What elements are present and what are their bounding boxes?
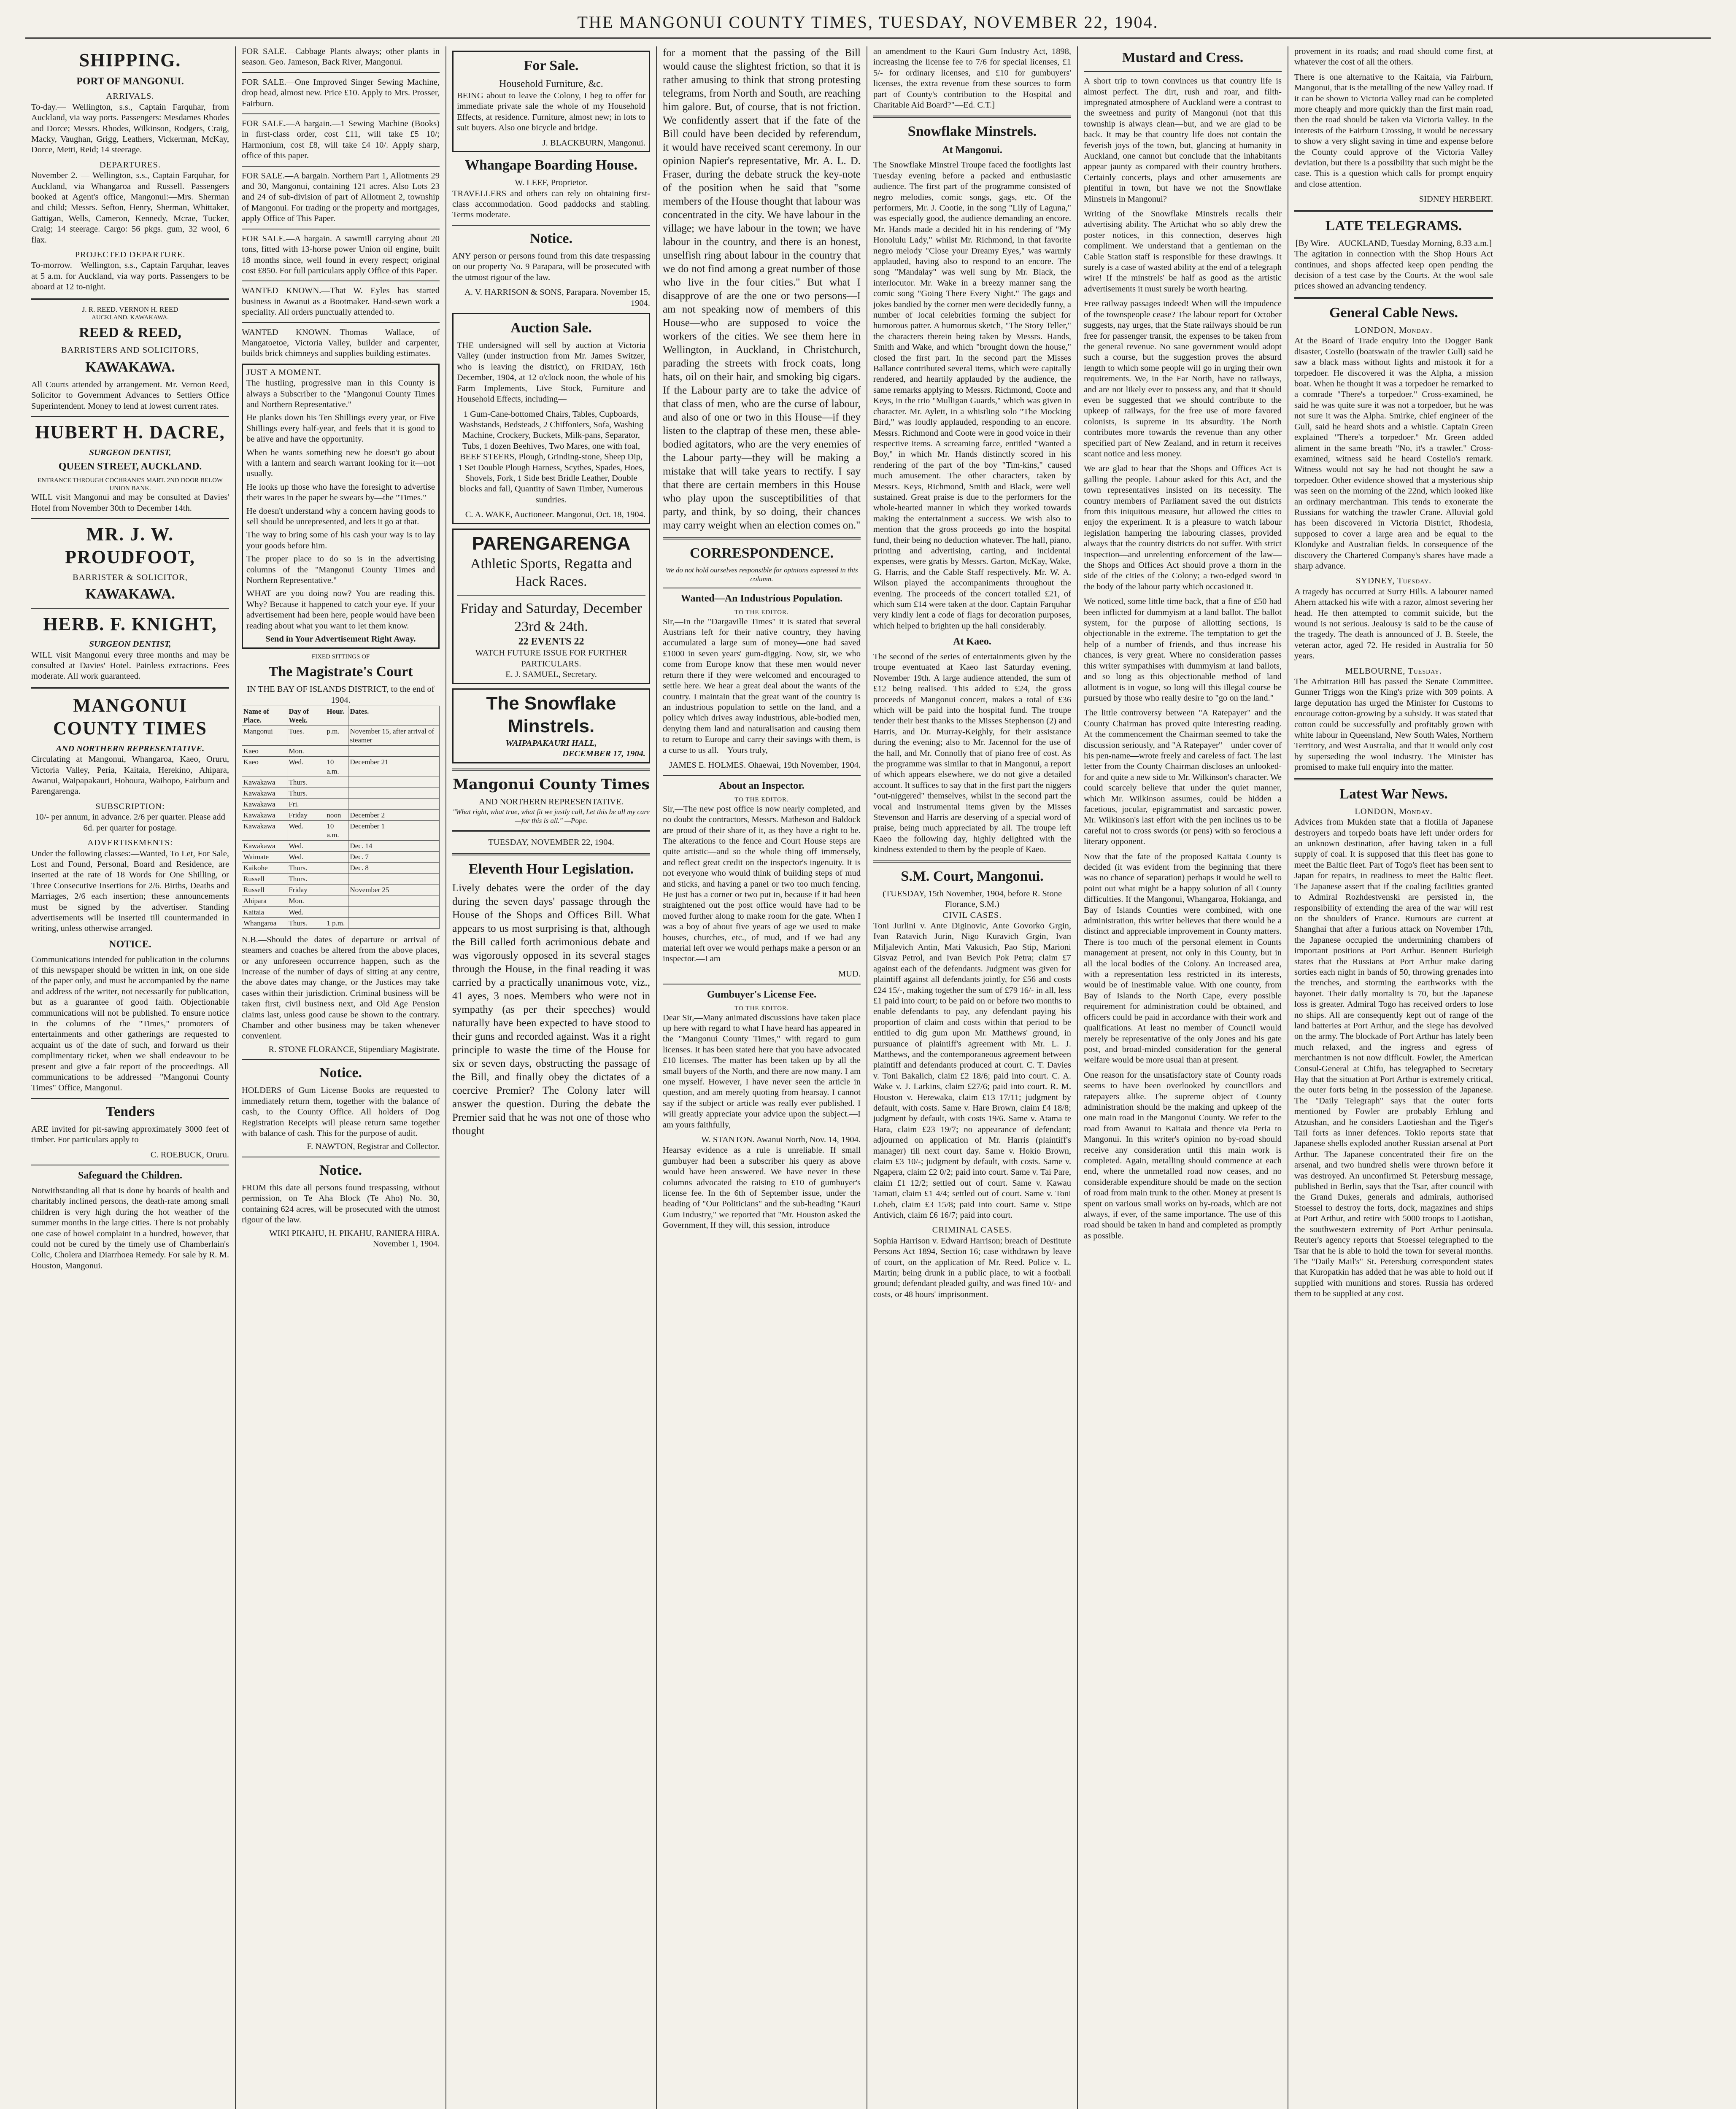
kaeo-body: The second of the series of entertainments given by the troupe eventuated at Kaeo last Saturday evening, November 19th. A large audience attended, the sum of £12 being realised. This added to £24, the gross proceeds of Mangonui concert, makes a total of £36 which will be paid into the hospital fund. The troupe tender their best thanks to the Misses Stephenson (2) and Harris, and Dr. Murray-Keighly, for their assistance during the evening; also to Mr. Jacennol for the use of the hall, and Mr. Connolly that of piano free of cost. As the programme was similar to that in Mangonui, a report of which appears elsewhere, we do not give a detailed account. It suffices to say that in the first part the niggers "out-niggered" themselves, whilst in the second part the vocal and instrumental items given by the Misses Stevenson and Harris are deserving of a special word of praise, being much appreciated by all. The troupe left Kaeo the following day, highly delighted with the kindness extended to them by the people of Kaeo. <box>873 652 1071 855</box>
letter-sign: W. STANTON. Awanui North, Nov. 14, 1904. <box>701 1135 861 1144</box>
table-cell <box>325 852 348 863</box>
knight-title: HERB. F. KNIGHT, <box>43 613 217 634</box>
table-cell: Friday <box>287 809 325 820</box>
mustard-text: One reason for the unsatisfactory state of County roads seems to have been overlooked by councillors and ratepayers alike. The supreme object of County administration should be the making and upkeep of the one main road in the Mangonui County. We refer to the road from Awanui to Kaitaia and thence via Peria to Mangonui. In this writer's opinion no by-road should receive any consideration until this main work is completed. Again, metalling should commence at each end, where the unmetalled road now ceases, and no considerable expenditure should be made on the section of road from main trunk to the other. Money at present is spent on various small works on by-roads, which are not always, if ever, of the same importance. The use of this road should be taken in hand and completed as promptly as possible. <box>1084 1070 1282 1241</box>
cable-body: At the Board of Trade enquiry into the Dogger Bank disaster, Costello (boatswain of the trawler Gull) said he saw a black mass without lights and mistook it for a torpedoer. He discovered it was the Alpha, a mission boat. When he thought it was a torpedoer he remarked to a comrade "There's a torpedoer." Cross-examined, he said he was quite sure it was not a torpedoer, but he was not sure it was the Alpha. Smirke, chief engineer of the Gull, said he heard shots and a whistle. Captain Green explained "There's a torpedoer." Mr. Green added aliment in the same breath "No, it's a trawler." Cross-examined, witness said he heard Costello's remark. Witness would not say he had not thought he saw a torpedoer. Other evidence showed that a mysterious ship was seen on the morning of the 22nd, which looked like an ordinary merchantman. This tends to exonerate the Russians for watching the trawler Crane. Alluvial gold has been discovered in Victoria District, Rhodesia, supposed to cover a large area and be equal to the Klondyke and Australian fields. In consequence of the discovery the Chartered Company's shares have made a sharp advance. <box>1294 336 1493 571</box>
table-header-cell: Name of Place. <box>242 706 287 726</box>
letter-heading: Gumbuyer's License Fee. <box>707 989 817 1001</box>
table-cell: Thurs. <box>287 788 325 798</box>
table-cell <box>348 917 440 928</box>
reed-places: AUCKLAND. KAWAKAWA. <box>92 314 169 321</box>
table-cell: Mon. <box>287 746 325 757</box>
notice-body: ANY person or persons found from this date trespassing on our property No. 9 Parapara, will be prosecuted with the utmost rigour of the law. <box>452 251 650 282</box>
for-sale-sign: J. BLACKBURN, Mangonui. <box>542 138 645 148</box>
court-date: (TUESDAY, 15th November, 1904, before R. Stone Florance, S.M.) <box>882 889 1062 909</box>
correspondence-note: We do not hold ourselves responsible for opinions expressed in this column. <box>665 566 858 583</box>
notice-heading: NOTICE. <box>109 939 151 950</box>
late-telegrams-body: The agitation in connection with the Shop Hours Act continues, and shops affected keep open pending the decision of a test case by the Courts. At the wool sale prices showed an advancing tendency. <box>1294 249 1493 291</box>
arrivals-text: To-day.— Wellington, s.s., Captain Farquhar, from Auckland, via way ports. Passengers: Mesdames Rhodes and Dorce; Messrs. Rhodes, Wilkinson, Rodgers, Craig, Macky, Vaughan, Grigg, Leathers, Vickerman, McKay, Dorce, Metti, Reid; 14 steerage. <box>31 102 229 155</box>
letter-heading: About an Inspector. <box>719 780 805 792</box>
kaeo-heading: At Kaeo. <box>953 636 991 647</box>
table-cell: December 2 <box>348 809 440 820</box>
editor-note-continued: an amendment to the Kauri Gum Industry Act, 1898, increasing the license fee to 7/6 for special licenses, £1 5/- for ordinary licenses, and £10 for gumbuyers' licenses, the extra revenue from these sources to form part of County's contribution to the Hospital and Charitable Aid Board?"—Ed. C.T.] <box>873 47 1071 110</box>
war-news-heading: Latest War News. <box>1339 786 1448 802</box>
knight-body: WILL visit Mangonui every three months and may be consulted at Davies' Hotel. Painless extractions. Fees moderate. All work guaranteed. <box>31 650 229 681</box>
table-cell: Wed. <box>287 757 325 777</box>
proudfoot-title: MR. J. W. PROUDFOOT, <box>65 523 195 568</box>
table-cell: Wed. <box>287 841 325 852</box>
for-sale-ad: FOR SALE.—A bargain. A sawmill carrying about 20 tons, fitted with 13-horse power Union oil engine, built 18 months since, well found in every respect; original cost £850. For full particulars apply Office of this Paper. <box>242 234 440 275</box>
reed-town: KAWAKAWA. <box>85 359 175 375</box>
civil-heading: CIVIL CASES. <box>942 910 1002 920</box>
table-cell: Kawakawa <box>242 777 287 788</box>
parengarenga-heading: PARENGARENGA <box>472 533 631 554</box>
late-telegrams-sub: [By Wire.—AUCKLAND, Tuesday Morning, 8.33 a.m.] <box>1295 238 1492 248</box>
auction-heading: Auction Sale. <box>510 320 592 336</box>
table-cell <box>325 798 348 809</box>
war-body: Advices from Mukden state that a flotilla of Japanese destroyers and torpedo boats have left under orders for an unknown destination, after having taken in a full supply of coal. It is supposed that this fleet has gone to meet the Baltic fleet. Part of Togo's fleet has been sent to Japan for repairs, in readiness to meet the Baltic fleet. The Japanese assert that if the coaling facilities granted to Admiral Rozhdestvenski are persisted in, the responsibility of extending the area of the war will rest on the shoulders of France. Rumours are current at Shanghai that after a furious attack on November 17th, the Japanese occupied the undermining chambers of important positions at Port Arthur. Bennett Burleigh states that the Russians at Port Arthur make daring sorties each night in bands of 50, throwing grenades into the trenches, and storming the earthworks with the bayonet. Their daily mortality is 70, but the Japanese loss is greater. Admiral Togo has received orders to lose no ships. All are consequently kept out of range of the land batteries at Port Arthur, and the siege has devolved on the army. The blockade of Port Arthur has lately been much relaxed, and the ingress and egress of merchantmen is not now difficult. Fowler, the American Consul-General at Chifu, has telegraphed to Secretary Hay that the situation at Port Arthur is extremely critical, the outer forts being in the possession of the Japanese. The "Daily Telegraph" says that the outer forts mentioned by Fowler are probably Erhlung and Atzushan, and he considers Laotieshan and the Tiger's Tail forts as inner defences. Tokio reports state that Japanese shells exploded another Russian arsenal at Port Arthur. The Japanese concentrated their fire on the arsenal, and two hundred shells were thrown before it was destroyed. An unconfirmed St. Petersburg message, published in Berlin, says that the Tsar, after council with the Grand Dukes, generals and admirals, authorised Stoessel to destroy the forts, dock, magazines and ships at Port Arthur, and retire with 5000 troops to Laotishan, the southwestern extremity of Port Arthur peninsula. Reuter's agency reports that Stoessel telegraphed to the Tsar that he is able to hold the town for several months. The "Daily Mail's" St. Petersburg correspondent states that Kuropatkin has added that he was able to hold out if supplied with munitions and stores. Russia has ordered them to be supplied at any cost. <box>1294 817 1493 1299</box>
hall-date: DECEMBER 17, 1904. <box>562 749 645 759</box>
dacre-entrance: ENTRANCE THROUGH COCHRANE'S MART. 2ND DOOR BELOW UNION BANK. <box>37 477 223 492</box>
mustard-text: A short trip to town convinces us that country life is almost perfect. The dirt, rush and roar, and filth-impregnated atmosphere of Auckland were a contrast to the sweetness and purity of Mangonui (not that this township is always clean—but, and we are glad to be back. It may be that country life does not contain the feverish joys of the town, but, glancing at humanity in Auckland, one cannot but conclude that the inhabitants appear jaunty as compared with their country brothers. Certainly concerts, plays and other amusements are plentiful in town, but have we not the Snowflake Minstrels in Mangonui? <box>1084 76 1282 204</box>
table-cell: Mon. <box>287 895 325 906</box>
table-cell: Wed. <box>287 852 325 863</box>
shipping-heading: SHIPPING. <box>79 50 181 70</box>
table-cell: Whangaroa <box>242 917 287 928</box>
for-sale-ad: FOR SALE.—A bargain. Northern Part 1, Allotments 29 and 30, Mangonui, containing 121 acres. Also Lots 23 and 24 of sub-division of part of Allotment 2, township of Mangonui. For trading or the property and mortgages, apply Office of This Paper. <box>242 171 440 224</box>
snowflake-sub: At Mangonui. <box>942 144 1002 156</box>
table-cell: Kaeo <box>242 757 287 777</box>
table-cell: Wed. <box>287 906 325 917</box>
cable-body: A tragedy has occurred at Surry Hills. A labourer named Ahern attacked his wife with a razor, almost severing her head. He then attempted to commit suicide, but the wound is not serious. Jealousy is said to be the cause of the tragedy. The death is announced of J. B. Steele, the veteran actor, aged 72. He resided in Australia for 50 years. <box>1294 587 1493 661</box>
eleventh-body: Lively debates were the order of the day during the seven days' passage through the House of the Shops and Offices Bill. What appears to us most surprising is that, although the Bill called forth acrimonious debate and was vigorously opposed in its several stages through the House, in the final reading it was carried by a practically unanimous vote, viz., 41 ayes, 3 noes. Members who were not in sympathy (as per their speeches) would naturally have been expected to have stood to their guns and recorded against. Was it a right principle to waste the time of the House for six or seven days, obstructing the passage of the Bill, and finally obey the dictates of a coercive Premier? The Colony later will answer the question. During the debate the Premier said that he was not one of those who thought <box>452 882 650 1137</box>
criminal-body: Sophia Harrison v. Edward Harrison; breach of Destitute Persons Act 1894, Section 16; case withdrawn by leave of court, on the application of Mr. Reed. Police v. L. Martin; being drunk in a public place, to wit a football ground; defendant pleaded guilty, and was fined 10/- and costs, or 48 hours' imprisonment. <box>873 1236 1071 1299</box>
table-cell: noon <box>325 809 348 820</box>
auction-items: 1 Gum-Cane-bottomed Chairs, Tables, Cupboards, Washstands, Bedsteads, 2 Chiffoniers, Sofa, Washing Machine, Crockery, Buckets, Milk-pans, Separator, Tubs, 1 dozen Beehives, Two Mares, one with foal, BEEF STEERS, Plough, Grinding-stone, Sheep Dip, 1 Set Double Plough Harness, Scythes, Spades, Hoes, Shovels, Fork, 1 Side best Bridle Leather, Double blocks and fall, Quantity of Sawn Timber, Numerous sundries. <box>458 409 645 504</box>
table-row <box>242 917 440 928</box>
table-cell: Kawakawa <box>242 841 287 852</box>
for-sale-ad: FOR SALE.—One Improved Singer Sewing Machine, drop head, almost new. Price £10. Apply to Mrs. Prosser, Fairburn. <box>242 77 440 108</box>
moment-text: He doesn't understand why a concern having goods to sell should be unrepresented, and lets it go at that. <box>246 506 435 527</box>
newspaper-page <box>25 46 1711 2109</box>
letter-body: Dear Sir,—Many animated discussions have taken place up here with regard to what I have heard has appeared in the "Mangonui County Times," with regard to gum licenses. It has been stated here that you have advocated £10 licenses. The matter has been taken up by all the small buyers of the North, and there are now many. I am one myself. However, I have never seen the article in question, and am merely quoting from hearsay. I cannot say if the subject or article was really ever published. I will greatly appreciate your advice upon the subject.—I am yours faithfully, <box>663 1013 861 1130</box>
events-count: 22 EVENTS 22 <box>518 636 584 647</box>
table-cell: Kaeo <box>242 746 287 757</box>
port-heading: PORT OF MANGONUI. <box>76 76 184 87</box>
table-cell <box>348 788 440 798</box>
column-5 <box>867 46 1078 2109</box>
dacre-body: WILL visit Mangonui and may be consulted at Davies' Hotel from November 30th to December 14th. <box>31 493 229 513</box>
snowflake-body: The Snowflake Minstrel Troupe faced the footlights last Tuesday evening before a packed and enthusiastic audience. The first part of the programme consisted of negro melodies, comic songs, gags, etc. Of the performers, Mr. J. Cootie, in the song "Lily of Laguna," was especially good, the audience demanding an encore. Mr. Hands made a decided hit in his rendering of "My Honolulu Lady," whilst Mr. Richmond, in that favorite negro melody "Close your Dreamy Eyes," was warmly applauded, having also to respond to an encore. The song "Mandalay" was well sung by Mr. Black, the interlocutor. Mr. Wake in a breezy manner sang the comic song "Going There Every Night." The gags and jokes bandied by the corner men were decidedly funny, a number of local celebrities forming the subject for humorous patter. A humorous sketch, "The Story Teller," the characters therein being taken by Messrs. Hands, Smith and Wake, and which "brought down the house," closed the first part. In the second part the Misses Ballance contributed several items, which were capitally rendered, and heartily applauded by the audience, the same remarks applying to Messrs. Richmond, Coote and Keys, in the trio "Mulligan Guards," which was given in character. Mr. Aylett, in a whistling solo "The Mocking Bird," was loudly applauded, responding to an encore. Messrs. Richmond and Coote were in good voice in their respective items. A screaming farce, entitled "Wanted a Boy," in which Mr. Hands distinctly scored in his rendering of the part of the boy "Tim-kins," caused much amusement. The other characters, taken by Messrs. Keys, Richmond, Smith and Black, were well sustained. Great praise is due to the performers for the whole-hearted manner in which they worked towards making the entertainment a success. We wish also to mention that the gross proceeds go into the hospital fund, their being no deduction whatever. The hall, piano, printing and advertising, carting, and incidental expenses, were gratis by Messrs. Garton, McKay, Wake, G. Harris, and the Cable Staff respectively. Mr. W. A. Wilson played the accompaniments throughout the evening. The proceeds of the concert totalled £21, of which sum £14 were taken at the door. Captain Farquhar very kindly lent a code of flags for decoration purposes, which helped to brighten up the hall considerably. <box>873 160 1071 631</box>
table-cell <box>348 777 440 788</box>
table-cell <box>325 841 348 852</box>
moment-text: The proper place to do so is in the advertising columns of the "Mangonui County Times and Northern Representative." <box>246 554 435 585</box>
table-cell: Russell <box>242 874 287 885</box>
moment-text: When he wants something new he doesn't go about with a lantern and search warrant looking for it—not usually. <box>246 448 435 479</box>
column-1 <box>25 46 236 2109</box>
mustard-text: Free railway passages indeed! When will the impudence of the townspeople cease? The labour report for October suggests, nay urges, that the State railways should be run free for passenger transit, the expenses to be taken from the general revenue. No sane government would adopt such a course, but the suggestion proves the absurd length to which some people will go in urging their own requirements. We, in the Far North, have no railways, and are not likely ever to possess any, and that it should even be suggested that we should contribute to the upkeep of railways, for the free use of more favored colonists, is supreme in its absurdity. The North contributes more towards the revenue than any other specified part of New Zealand, and in return it receives scant notice and less money. <box>1084 299 1282 458</box>
table-cell: Thurs. <box>287 777 325 788</box>
table-row <box>242 885 440 895</box>
letter-sign: MUD. <box>838 969 861 979</box>
for-sale-body: BEING about to leave the Colony, I beg to offer for immediate private sale the whole of my Household Effects, at residence. Furniture, almost new; in lots to suit buyers. Also one bicycle and bridge. <box>457 91 645 133</box>
table-row <box>242 809 440 820</box>
mustard-continued: There is one alternative to the Kaitaia, via Fairburn, Mangonui, that is the metalling of the new Valley road. If it can be shown to Victoria Valley road can be completed more cheaply and more quickly than the first main road, then the road should be taken via Victoria Valley. In the interests of the Fairburn Crossing, it would be necessary to show a very slight saving in time and expense before the County could approve of the Victoria Valley deviation, but there is a possibility that such might be the case. This is a question which calls for prompt enquiry and close attention. <box>1294 72 1493 189</box>
table-row <box>242 726 440 746</box>
letter-sign: JAMES E. HOLMES. Ohaewai, 19th November, 1904. <box>669 760 861 770</box>
column-6 <box>1078 46 1288 2109</box>
table-cell: 10 a.m. <box>325 757 348 777</box>
letter-to: TO THE EDITOR. <box>734 796 789 804</box>
mustard-text: We are glad to hear that the Shops and Offices Act is galling the people. Labour asked for this Act, and the town representatives insisted on its necessity. The country members of Parliament saved the out districts from this iniquitous measure, but allowed the cities to enjoy the experiment. It is a pleasure to watch labour legislation hampering the labouring classes, provided always that the country districts do not suffer. With strict inspection—and unrelenting enforcement of the law—the Shops and Offices Act should prove a thorn in the side of the cities of the Colony; a two-edged sword in the body of the labour party which occasioned it. <box>1084 464 1282 591</box>
table-cell: Thurs. <box>287 917 325 928</box>
column-7 <box>1288 46 1499 2109</box>
table-cell: Mangonui <box>242 726 287 746</box>
table-row <box>242 746 440 757</box>
table-cell <box>325 906 348 917</box>
correspondence-heading: CORRESPONDENCE. <box>690 545 834 561</box>
table-cell: Thurs. <box>287 874 325 885</box>
moment-text: He looks up those who have the foresight to advertise their wares in the paper he swears by—the "Times." <box>246 482 435 503</box>
table-cell: Wed. <box>287 820 325 840</box>
mustard-sign: SIDNEY HERBERT. <box>1419 194 1493 204</box>
for-sale-sub: Household Furniture, &c. <box>499 78 603 90</box>
bay-text: IN THE BAY OF ISLANDS DISTRICT, to the end of 1904. <box>247 685 435 705</box>
whangape-heading: Whangape Boarding House. <box>464 157 638 173</box>
nb-text: N.B.—Should the dates of departure or arrival of steamers and coaches be altered from the above places, or any unforeseen occurrence happen, such as the increase of the number of days of sitting at any centre, the above dates may change, or the Justices may take cases within their jurisdiction. Criminal business will be taken first, civil business next, and Old Age Pension claims last, unless good cause be shown to the contrary. Chamber and other business may be taken whenever convenient. <box>242 935 440 1041</box>
table-cell: November 25 <box>348 885 440 895</box>
table-cell <box>325 777 348 788</box>
safeguard-text: Notwithstanding all that is done by boards of health and charitably inclined persons, the death-rate among small children is very high during the hot weather of the summer months in the large cities. There is not probably one case of bowel complaint in a hundred, however, that could not be cured by the timely use of Chamberlain's Colic, Cholera and Diarrhoea Remedy. For sale by R. M. Houston, Mangonui. <box>31 1186 229 1270</box>
notice-heading: Notice. <box>319 1162 362 1178</box>
table-cell: Kawakawa <box>242 798 287 809</box>
table-row <box>242 757 440 777</box>
magistrate-heading: The Magistrate's Court <box>268 664 413 680</box>
mustard-continued: provement in its roads; and road should come first, at whatever the cost of all the others. <box>1294 47 1493 67</box>
knight-sub: SURGEON DENTIST, <box>89 639 171 649</box>
for-sale-ad: FOR SALE.—A bargain.—1 Sewing Machine (Books) in first-class order, cost £11, will take £5 10/; Harmonium, cost £8, will take £4 10/. Apply sharp, office of this paper. <box>242 119 440 161</box>
cable-body: The Arbitration Bill has passed the Senate Committee. Gunner Triggs won the King's prize with 309 points. A large deputation has urged the Minister for Customs to encourage cotton-growing by a subsidy. It was stated that cotton could be successfully and profitably grown with white labour in Queensland, New South Wales, Northern Territory, and West Australia, and that it would only cost by superseding the wool industry. The Minister has promised to make full enquiry into the matter. <box>1294 677 1493 772</box>
notice-heading: Notice. <box>319 1065 362 1081</box>
wanted-ad: WANTED KNOWN.—Thomas Wallace, of Mangatoetoe, Victoria Valley, builder and carpenter, builds brick chimneys and supplies building estimates. <box>242 327 440 359</box>
paper-name: Mangonui County Times <box>453 776 650 793</box>
table-header-cell: Dates. <box>348 706 440 726</box>
notice-heading: Notice. <box>529 230 572 246</box>
moment-text: He planks down his Ten Shillings every year, or Five Shillings every half-year, and feels that it is good to be alive and have the opportunity. <box>246 413 435 444</box>
table-cell: Ahipara <box>242 895 287 906</box>
table-cell <box>348 906 440 917</box>
table-row <box>242 874 440 885</box>
notice-sign: A. V. HARRISON & SONS, Parapara. November 15, 1904. <box>464 288 650 308</box>
table-cell: November 15, after arrival of steamer <box>348 726 440 746</box>
table-header-cell: Hour. <box>325 706 348 726</box>
hall-text: WAIPAPAKAURI HALL, <box>505 738 597 748</box>
event-dates: Friday and Saturday, December 23rd & 24th. <box>460 601 642 634</box>
cable-news-heading: General Cable News. <box>1329 305 1458 321</box>
table-cell: December 21 <box>348 757 440 777</box>
table-header-cell: Day of Week. <box>287 706 325 726</box>
letter-heading: Wanted—An Industrious Population. <box>680 593 843 604</box>
motto: "What right, what true, what fit we justly call, Let this be all my care—for this is all." —Pope. <box>453 808 650 825</box>
mustard-text: Now that the fate of the proposed Kaitaia County is decided (it was evident from the beginning that there was no chance of separation) perhaps it would be well to point out what might be a happy solution of all County difficulties. If the Mangonui, Whangaroa, Hokianga, and Bay of Islands Counties were combined, with one administration, this writer believes that there would be a distinct and appreciable improvement in County matters. There is too much of the personal element in Counts management at present, not only in this County, but in all the local bodies of the Colony. An increased area, with a representation less restricted in its interests, would be of inestimable value. With one county, from Bay of Islands to the North Cape, every possible requirement for administration could be obtained, and officers could be paid in accordance with their work and qualifications. At least no member of Council would merely be representative of the only Jones and his gate post, and broad-minded consideration for the general welfare would be more usual than at present. <box>1084 852 1282 1065</box>
table-row <box>242 841 440 852</box>
table-row <box>242 777 440 788</box>
column-4 <box>657 46 867 2109</box>
reed-title: REED & REED, <box>79 325 181 341</box>
notice-sign: WIKI PIKAHU, H. PIKAHU, RANIERA HIRA. November 1, 1904. <box>269 1228 440 1249</box>
moment-text: The way to bring some of his cash your way is to lay your goods before him. <box>246 530 435 550</box>
letter-to: TO THE EDITOR. <box>734 609 789 616</box>
watch-text: WATCH FUTURE ISSUE FOR FURTHER PARTICULARS. <box>475 648 627 669</box>
moment-text: The hustling, progressive man in this County is always a Subscriber to the "Mangonui County Times and Northern Representative." <box>246 378 435 409</box>
table-row <box>242 820 440 840</box>
for-sale-ad: FOR SALE.—Cabbage Plants always; other plants in season. Geo. Jameson, Back River, Mangonui. <box>242 47 440 67</box>
projected-text: To-morrow.—Wellington, s.s., Captain Farquhar, leaves at 5 a.m. for Auckland, via way ports. Passengers to be aboard at 12 to-night. <box>31 261 229 292</box>
cable-dateline: SYDNEY, Tuesday. <box>1355 576 1432 586</box>
auction-sign: C. A. WAKE, Auctioneer. Mangonui, Oct. 18, 1904. <box>465 510 645 520</box>
table-row <box>242 906 440 917</box>
mustard-text: The little controversy between "A Ratepayer" and the County Chairman has proved quite interesting reading. At the commencement the Chairman seemed to take the discussion seriously, and "A Ratepayer"—under cover of his pen-name—wrote freely and careless of fact. The last letter from the County Chairman discloses an unlooked-for and quite a new side to Mr. Wilkinson's character. We could scarcely believe that under the quiet manner, which Mr. Wilkinson assumes, could be hidden a facetious, jocular, epigrammatist and sarcastic power. Mr. Wilkinson's last effort with the pen inclines us to be careful not to cross swords (or pens) with so ferocious a literary opponent. <box>1084 708 1282 847</box>
secretary-text: E. J. SAMUEL, Secretary. <box>505 670 597 680</box>
mustard-text: We noticed, some little time back, that a fine of £50 had been inflicted for dummyism at a land ballot. The ballot system, for the purpose of allotting sections, is objectionable in the extreme. The temptation to get the help of a number of friends, and thus increase his chances, is very great. Where no consideration passes this writer sympathises with dummyism at land ballots, and so long as this objectionable method of land allotment is in vogue, so long will this illegal course be pursued by those who really desire to "go on the land." <box>1084 597 1282 703</box>
letter-body: Sir,—The new post office is now nearly completed, and no doubt the contractors, Messrs. Matheson and Baldock are proud of their share of it, as they have a right to be. The alterations to the fence and Court House steps are quite artistic—and so the whole thing off immensely, and reflect great credit on the inspector's ingenuity. It is not everyone who would think of building steps of mud and sticks, and having a panel or two too much fencing. He just has a corner or two put in, because if it had been straightened out the post office would have had to be moved further along to make room for the gate. When I was a boy of about five years of age we used to make houses, churches, etc., of mud, and if we had any material left over we would perhaps make a person or an inspector.—I am <box>663 804 861 964</box>
moment-heading: JUST A MOMENT. <box>246 367 321 377</box>
nb-sign: R. STONE FLORANCE, Stipendiary Magistrate. <box>268 1044 440 1054</box>
whangape-body: TRAVELLERS and others can rely on obtaining first-class accommodation. Good paddocks and stabling. Terms moderate. <box>452 189 650 220</box>
sittings-table <box>242 706 440 929</box>
table-cell <box>325 874 348 885</box>
departures-heading: DEPARTURES. <box>99 160 161 170</box>
editor-note: Hearsay evidence as a rule is unreliable. If small gumbuyer had been a subscriber his query as above would have been answered. We have never in these columns advocated the raising to £10 of gumbuyer's license fee. In the 6th of September issue, under the heading of "Our Politicians" and the sub-heading "Kauri Gum Industry," we reported that "Mr. Houston asked the Government, If they will, this session, introduce <box>663 1146 861 1230</box>
table-cell: Kaitaia <box>242 906 287 917</box>
column-3 <box>446 46 657 2109</box>
table-cell: Dec. 14 <box>348 841 440 852</box>
send-in-text: Send in Your Advertisement Right Away. <box>265 634 416 644</box>
letter-body: Sir,—In the "Dargaville Times" it is stated that several Austrians left for their native country, they having accumulated a large sum of money—one had saved £1000 in seven years' gum-digging. Now, sir, we who come from Europe know that these men would never return there if they were welcomed and encouraged to settle here. We hear a great deal about the wants of the country. I maintain that the great want of the country is an industrious population to settle on the land, and a policy which drives away industrious, able-bodied men, denying them land and naturalisation and causing them to return to Europe and carry their savings with them, is a curse to us all.—Yours truly, <box>663 617 861 755</box>
table-cell: Dec. 8 <box>348 863 440 874</box>
proudfoot-town: KAWAKAWA. <box>85 586 175 602</box>
table-cell: 10 a.m. <box>325 820 348 840</box>
proudfoot-sub: BARRISTER & SOLICITOR, <box>73 573 188 583</box>
table-cell: Dec. 7 <box>348 852 440 863</box>
table-cell <box>348 798 440 809</box>
table-cell <box>325 895 348 906</box>
whangape-prop: W. LEEF, Proprietor. <box>515 178 588 188</box>
projected-heading: PROJECTED DEPARTURE. <box>75 250 186 259</box>
letter-to: TO THE EDITOR. <box>734 1005 789 1012</box>
mustard-text: Writing of the Snowflake Minstrels recalls their advertising ability. The Artichat who so ably drew the poster notices, in this connection, deserves high compliment. We understand that a gentleman on the Cable Station staff is responsible for these drawings. It surely is a case of wasted ability at the end of a telegraph wire! If the minstrels' be half as good as the artistic advertisements it must surely be worth hearing. <box>1084 209 1282 294</box>
fixed-sittings: FIXED SITTINGS OF <box>311 653 370 660</box>
mustard-heading: Mustard and Cress. <box>1122 50 1244 65</box>
leader-continued: for a moment that the passing of the Bill would cause the slightest friction, so that it is rather amusing to think that strong protesting telegrams, from North and South, are reaching him galore. But, of course, that is not friction. We confidently assert that if the fate of the Bill could have been decided by referendum, it would have received scant ceremony. In our opinion Napier's representative, Mr. A. L. D. Fraser, during the debate struck the key-note of the position when he said that "some members of the House thought that labour was concentrated in the city. We have labour in the village; we have labour in the town; we have labour in the country, and there is an honest, unselfish ring about labour in the country that we do not find among a great number of those who live in the four cities." But what I disapprove of are the one or two persons—I am not speaking now of members of this House—who are supposed to voice the workers of the cities. We see them here in Wellington, in Auckland, in Christchurch, parading the streets with frock coats, long hats, oil on their hair, and smoking big cigars. If the Labour party are to take the advice of that class of men, who are the curse of labour, and also of one or two in this House—if they listen to the claptrap of these men, these able-bodied agitators, who are the very enemies of the Labour party—they will be making a mistake that will take years to rectify. I say that there are certain members in this House who play upon the susceptibilities of that party, and think, by so doing, their chances may carry weight when an election comes on." <box>663 47 861 531</box>
table-cell <box>325 863 348 874</box>
table-row <box>242 895 440 906</box>
table-cell: p.m. <box>325 726 348 746</box>
snowflake-heading: The Snowflake Minstrels. <box>486 693 616 737</box>
table-cell <box>325 746 348 757</box>
arrivals-heading: ARRIVALS. <box>106 92 154 101</box>
for-sale-heading: For Sale. <box>524 58 579 73</box>
tenders-sign: C. ROEBUCK, Oruru. <box>150 1150 229 1160</box>
table-row <box>242 863 440 874</box>
paper-title: MANGONUI COUNTY TIMES <box>53 695 208 739</box>
table-row <box>242 788 440 798</box>
paper-sub: AND NORTHERN REPRESENTATIVE. <box>56 744 205 753</box>
court-heading: S.M. Court, Mangonui. <box>901 868 1044 884</box>
tenders-text: ARE invited for pit-sawing approximately 3000 feet of timber. For particulars apply to <box>31 1124 229 1145</box>
notice-sign: F. NAWTON, Registrar and Collector. <box>307 1142 440 1152</box>
safeguard-heading: Safeguard the Children. <box>78 1170 182 1181</box>
ads-heading: ADVERTISEMENTS: <box>87 838 173 848</box>
table-cell <box>348 895 440 906</box>
notice-text: Communications intended for publication in the columns of this newspaper should be written in ink, on one side of the paper only, and must be accompanied by the name and address of the writer, not necessarily for publication, but as a guarantee of good faith. Objectionable communications will not be published. To ensure notice in the columns of the "Times," promoters of entertainments and other gatherings are requested to acquaint us of the date of such, and forward us their complimentary ticket, when we shall endeavour to be present and give a fair report of the proceedings. All communications to be addressed—"Mangonui County Times" Office, Mangonui. <box>31 955 229 1093</box>
eleventh-heading: Eleventh Hour Legislation. <box>468 861 634 877</box>
table-cell: Friday <box>287 885 325 895</box>
paper-and: AND NORTHERN REPRESENTATIVE. <box>479 797 624 806</box>
table-row <box>242 852 440 863</box>
war-dateline: LONDON, Monday. <box>1355 806 1433 816</box>
auction-body: THE undersigned will sell by auction at Victoria Valley (under instruction from Mr. James Switzer, who is leaving the district), on FRIDAY, 16th December, 1904, at 12 o'clock noon, the whole of his Farm Implements, Live Stock, Furniture and Household Effects, including— <box>457 341 645 404</box>
reed-names: J. R. REED. VERNON H. REED <box>82 305 178 313</box>
snowflake-heading: Snowflake Minstrels. <box>907 124 1037 140</box>
table-cell: Waimate <box>242 852 287 863</box>
table-cell: Russell <box>242 885 287 895</box>
dacre-addr: QUEEN STREET, AUCKLAND. <box>58 461 202 472</box>
masthead: THE MANGONUI COUNTY TIMES, TUESDAY, NOVEMBER 22, 1904. <box>25 8 1711 39</box>
notice-text: HOLDERS of Gum License Books are requested to immediately return them, together with the balance of cash, to the County Office. All holders of Dog Registration Receipts will please return same together with balance of cash. This for the purpose of audit. <box>242 1086 440 1138</box>
table-cell: Kaikohe <box>242 863 287 874</box>
table-cell: December 1 <box>348 820 440 840</box>
table-cell <box>325 885 348 895</box>
table-row <box>242 798 440 809</box>
table-cell: Kawakawa <box>242 820 287 840</box>
dateline: TUESDAY, NOVEMBER 22, 1904. <box>488 838 614 847</box>
ads-text: Under the following classes:—Wanted, To Let, For Sale, Lost and Found, Personal, Board and Residence, are inserted at the rate of 18 Words for One Shilling, or Three Consecutive Insertions for 2/6. Births, Deaths and Marriages, 2/6 each insertion; these announcements must be signed by the advertiser. Standing advertisements will be inserted till countermanded in writing, unless otherwise arranged. <box>31 849 229 933</box>
criminal-heading: CRIMINAL CASES. <box>932 1225 1012 1235</box>
table-cell: 1 p.m. <box>325 917 348 928</box>
table-cell <box>325 788 348 798</box>
table-cell: Kawakawa <box>242 788 287 798</box>
paper-body: Circulating at Mangonui, Whangaroa, Kaeo, Oruru, Victoria Valley, Peria, Kaitaia, Herekino, Ahipara, Awanui, Waipapakauri, Hohoura, Waihopo, Fairburn and Parengarenga. <box>31 755 229 796</box>
table-cell: Fri. <box>287 798 325 809</box>
cable-dateline: MELBOURNE, Tuesday. <box>1345 666 1442 676</box>
dacre-sub: SURGEON DENTIST, <box>89 448 171 457</box>
late-telegrams-heading: LATE TELEGRAMS. <box>1325 218 1462 234</box>
cable-dateline: LONDON, Monday. <box>1355 326 1433 335</box>
notice-text: FROM this date all persons found trespassing, without permission, on Te Aha Block (Te Aho) No. 30, containing 624 acres, will be prosecuted with the utmost rigour of the law. <box>242 1183 440 1225</box>
table-cell: Tues. <box>287 726 325 746</box>
table-cell: Kawakawa <box>242 809 287 820</box>
table-cell <box>348 746 440 757</box>
sports-text: Athletic Sports, Regatta and Hack Races. <box>470 556 632 590</box>
reed-sub: BARRISTERS AND SOLICITORS, <box>61 345 199 355</box>
subscription-heading: SUBSCRIPTION: <box>95 801 165 811</box>
reed-body: All Courts attended by arrangement. Mr. Vernon Reed, Solicitor to Government Advances to Settlers Office Superintendent. Money to lend at lowest current rates. <box>31 380 229 411</box>
dacre-title: HUBERT H. DACRE, <box>35 422 225 443</box>
tenders-heading: Tenders <box>105 1103 155 1119</box>
table-cell: Thurs. <box>287 863 325 874</box>
wanted-ad: WANTED KNOWN.—That W. Eyles has started business in Awanui as a Bootmaker. Hand-sewn work a speciality. All orders punctually attended to. <box>242 286 440 317</box>
column-2 <box>236 46 446 2109</box>
subscription-text: 10/- per annum, in advance. 2/6 per quarter. Please add 6d. per quarter for postage. <box>35 812 225 833</box>
civil-body: Toni Jurlini v. Ante Diginovic, Ante Govorko Grgin, Ivan Ratavich Jurin, Nigo Kuravich Grgin, Ivan Miljalevich Antin, Mati Vakusich, Pao Stip, Marioni Gisvaz Petrol, and Ivan Bevich Pok Petra; claim £7 against each of the defendants. Judgment was given for plaintiff against all defendants jointly, for £56 and costs £24 15/-, making together the sum of £79 16/- in all, less £1 paid into court; to be paid on or before two months to enable defendants to pay, any defendant paying his proportion of claim and costs within that period to be entitled to dig gum upon Mr. Matthews' ground, in pursuance of plaintiff's agreement with Mr. L. J. Matthews, and the contemporaneous agreement between plaintiff and defendants produced at court. C. T. Davies v. Toni Bakalich, claim £2 18/6; paid into court. C. A. Wake v. J. Larkins, claim £27/6; paid into court. R. M. Houston v. Herewaka, claim £13 17/11; judgment by default, with costs. Same v. Hare Brown, claim £4 18/8; judgment by default, with costs 19/6. Same v. Atama te Hara, claim £23 19/7; no appearance of defendant; adjourned on application of Mr. Harris (plaintiff's manager) till next court day. Same v. Hokio Brown, claim £3 10/-; judgment by default, with costs. Same v. Ngapera, claim £2 0/2; paid into court. Same v. Tai Pare, claim £1 12/2; settled out of court. Same v. Kawau Tamati, claim £1 4/4; settled out of court. Same v. Toni Loheb, claim £3 15/8; paid into court. Same v. Stipe Antivich, claim £6 16/7; paid into court. <box>873 921 1071 1220</box>
departures-text: November 2. — Wellington, s.s., Captain Farquhar, for Auckland, via Whangaroa and Russell. Passengers booked at Agent's office, Mangonui:—Mrs. Sherman and child; Messrs. Sefton, Henry, Sherman, Whittaker, Gattigan, Wells, Cameron, Kennedy, Mcrae, Tucker, Craig; 14 steerage. Cargo: 56 pkgs. gum, 32 wool, 6 flax. <box>31 171 229 245</box>
moment-text: WHAT are you doing now? You are reading this. Why? Because it happened to catch your eye. If your advertisement had been here, people would have been reading about what you want to let them know. <box>246 589 435 631</box>
table-cell <box>348 874 440 885</box>
